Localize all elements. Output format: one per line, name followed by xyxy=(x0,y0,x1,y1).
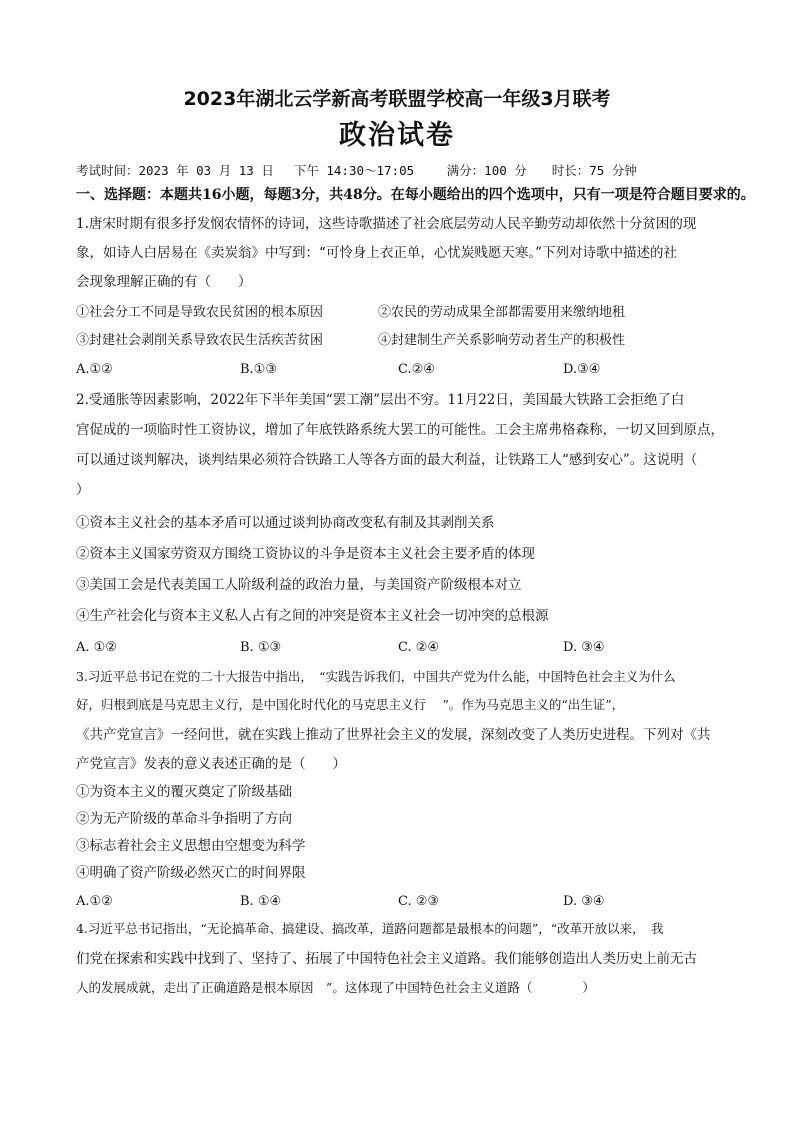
q3-choice: B. ①④ xyxy=(240,894,282,909)
q2-choice: B. ①③ xyxy=(240,640,282,655)
q1-choice: D.③④ xyxy=(563,362,601,377)
q2-choice: C. ②④ xyxy=(398,640,440,655)
q2-stem-line: ） xyxy=(76,482,90,498)
q2-item: ③美国工会是代表美国工人阶级利益的政治力量，与美国资产阶级根本对立 xyxy=(76,577,522,593)
section-heading: 一、选择题：本题共16小题，每题3分，共48分。在每小题给出的四个选项中，只有一项是符合题目要求的。 xyxy=(76,187,755,203)
q3-stem-line: 《共产党宣言》一经问世，就在实践上推动了世界社会主义的发展，深刻改变了人类历史进程。下列对《共 xyxy=(76,727,711,743)
q1-choice: C.②④ xyxy=(398,362,435,377)
q1-item: ③封建社会剥削关系导致农民生活疾苦贫困 xyxy=(76,333,324,348)
exam-title: 2023年湖北云学新高考联盟学校高一年级3月联考 xyxy=(183,88,611,110)
q2-stem-line: 2.受通胀等因素影响，2022年下半年美国“罢工潮”层出不穷。11月22日，美国最大铁路工会拒绝了白 xyxy=(76,392,685,408)
q3-stem-line: 产党宣言》发表的意义表述正确的是（ ） xyxy=(76,756,346,772)
q3-item: ④明确了资产阶级必然灭亡的时间界限 xyxy=(76,865,306,881)
q3-stem-line: 3.习近平总书记在党的二十大报告中指出， “实践告诉我们，中国共产党为什么能，中国特色社会主义为什么 xyxy=(76,669,676,684)
q3-choice: D. ③④ xyxy=(563,894,605,909)
q1-item: ④封建制生产关系影响劳动者生产的积极性 xyxy=(378,333,626,348)
q1-stem-line: 会现象理解正确的有（ ） xyxy=(76,274,252,290)
q4-stem-line: 们党在探索和实践中找到了、坚持了、拓展了中国特色社会主义道路。我们能够创造出人类历史上前无古 xyxy=(76,951,697,967)
q2-item: ①资本主义社会的基本矛盾可以通过谈判协商改变私有制及其剥削关系 xyxy=(76,515,495,531)
q4-stem-line: 人的发展成就，走出了正确道路是根本原因 ”。这体现了中国特色社会主义道路（ ） xyxy=(76,980,595,995)
q3-item: ②为无产阶级的革命斗争指明了方向 xyxy=(76,811,292,827)
exam-info: 考试时间：2023 年 03 月 13 日 下午 14:30～17:05 满分：100 分 时长：75 分钟 xyxy=(76,163,637,178)
q1-stem-line: 1.唐宋时期有很多抒发悯农情怀的诗词，这些诗歌描述了社会底层劳动人民辛勤劳动却依然十分贫困的现 xyxy=(76,216,697,232)
q3-choice: C. ②③ xyxy=(398,894,440,909)
q3-choice: A.①② xyxy=(76,894,113,909)
q2-stem-line: 可以通过谈判解决，谈判结果必须符合铁路工人等各方面的最大利益，让铁路工人“感到安心”。这说明（ xyxy=(76,452,698,468)
q1-stem-line: 象，如诗人白居易在《卖炭翁》中写到：“可怜身上衣正单，心忧炭贱愿天寒。”下列对诗歌中描述的社 xyxy=(76,245,678,261)
q4-stem-line: 4.习近平总书记指出，“无论搞革命、搞建设、搞改革，道路问题都是最根本的问题”，“改革开放以来， 我 xyxy=(76,921,664,936)
q2-choice: D. ③④ xyxy=(563,640,605,655)
q1-choice: A.①② xyxy=(76,362,113,377)
q1-choice: B.①③ xyxy=(240,362,277,377)
subject-title: 政治试卷 xyxy=(339,120,455,151)
q3-stem-line: 好，归根到底是马克思主义行，是中国化时代化的马克思主义行 ”。作为马克思主义的“出生证”， xyxy=(76,697,625,712)
q2-item: ②资本主义国家劳资双方围绕工资协议的斗争是资本主义社会主要矛盾的体现 xyxy=(76,546,535,562)
q3-item: ③标志着社会主义思想由空想变为科学 xyxy=(76,838,306,854)
q1-item: ①社会分工不同是导致农民贫困的根本原因 xyxy=(76,305,324,320)
q2-item: ④生产社会化与资本主义私人占有之间的冲突是资本主义社会一切冲突的总根源 xyxy=(76,608,549,624)
q2-choice: A. ①② xyxy=(76,640,117,655)
q2-stem-line: 宫促成的一项临时性工资协议，增加了年底铁路系统大罢工的可能性。工会主席弗格森称，一切又回到原点， xyxy=(76,422,724,438)
q1-item: ②农民的劳动成果全部都需要用来缴纳地租 xyxy=(378,305,626,320)
q3-item: ①为资本主义的覆灭奠定了阶级基础 xyxy=(76,784,292,800)
